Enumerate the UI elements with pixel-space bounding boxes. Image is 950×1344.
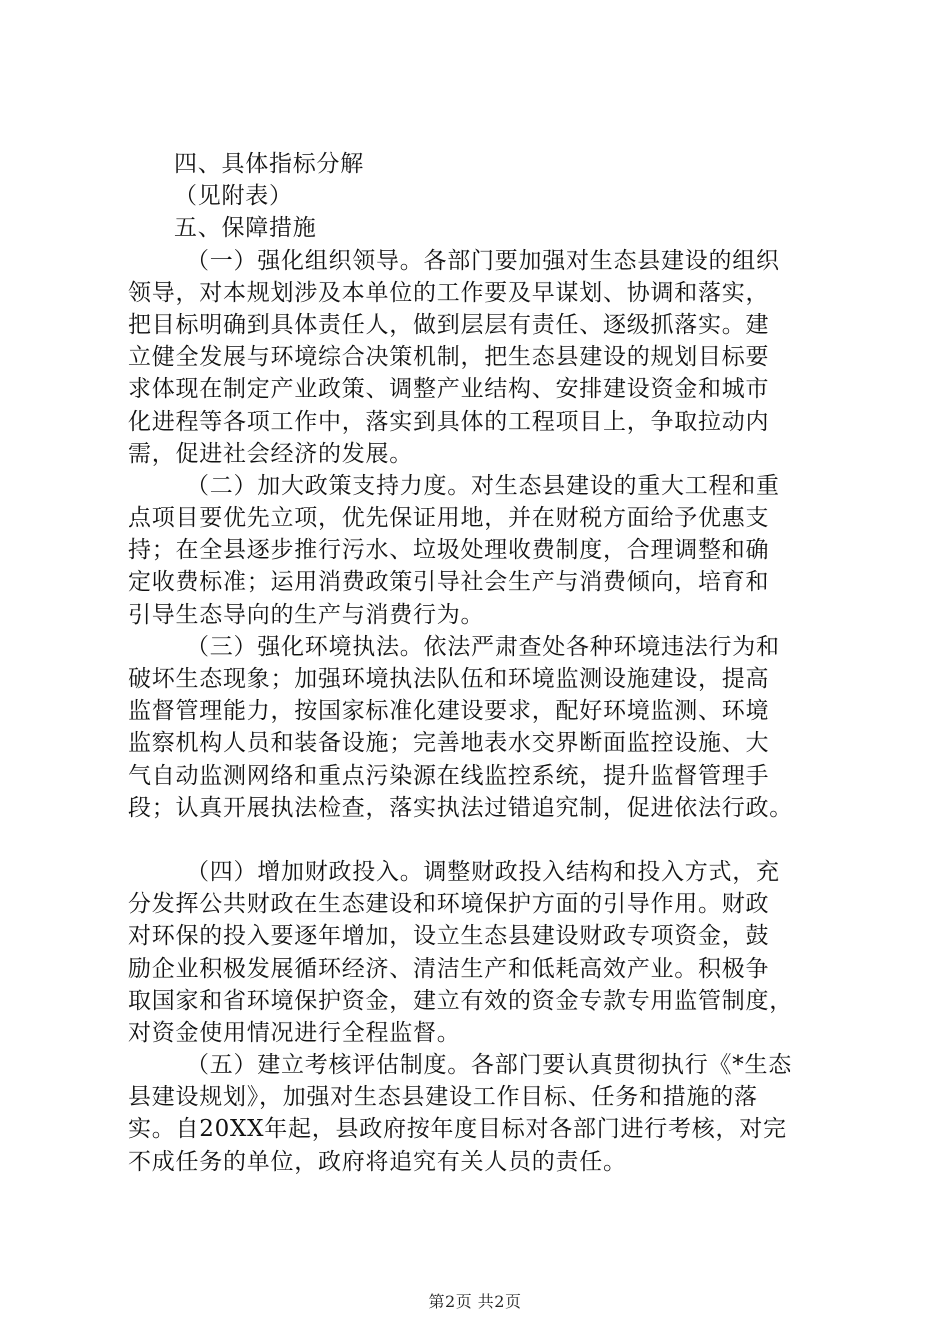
paragraph-line: 立健全发展与环境综合决策机制，把生态县建设的规划目标要 (128, 344, 770, 371)
paragraph-line: （三）强化环境执法。依法严肃查处各种环境违法行为和 (186, 633, 780, 660)
paragraph-line: （四）增加财政投入。调整财政投入结构和投入方式，充 (186, 858, 780, 885)
paragraph-line: 领导，对本规划涉及本单位的工作要及早谋划、协调和落实， (128, 279, 770, 306)
paragraph-line: （二）加大政策支持力度。对生态县建设的重大工程和重 (186, 472, 780, 499)
page-number-footer: 第2页 共2页 (428, 1292, 522, 1311)
paragraph-line: 破坏生态现象；加强环境执法队伍和环境监测设施建设，提高 (128, 666, 770, 692)
paragraph-line: 实。自20XX年起，县政府按年度目标对各部门进行考核，对完 (128, 1116, 787, 1143)
paragraph-line: 需，促进社会经济的发展。 (128, 440, 413, 467)
paragraph-line: 对环保的投入要逐年增加，设立生态县建设财政专项资金，鼓 (128, 923, 770, 950)
paragraph-line: 把目标明确到具体责任人，做到层层有责任、逐级抓落实。建 (128, 311, 770, 338)
paragraph-line: 持；在全县逐步推行污水、垃圾处理收费制度，合理调整和确 (128, 537, 770, 564)
paragraph-line: 求体现在制定产业政策、调整产业结构、安排建设资金和城市 (128, 376, 770, 403)
paragraph-line: （一）强化组织领导。各部门要加强对生态县建设的组织 (186, 247, 780, 274)
see-attached-table-note: （见附表） (174, 183, 293, 210)
paragraph-line: 定收费标准；运用消费政策引导社会生产与消费倾向，培育和 (128, 569, 770, 596)
paragraph-line: 引导生态导向的生产与消费行为。 (128, 601, 485, 628)
paragraph-line: （五）建立考核评估制度。各部门要认真贯彻执行《*生态 (186, 1052, 792, 1079)
paragraph-line: 对资金使用情况进行全程监督。 (128, 1019, 461, 1046)
section-heading-indicators: 四、具体指标分解 (174, 151, 364, 177)
paragraph-line: 县建设规划》，加强对生态县建设工作目标、任务和措施的落 (128, 1084, 758, 1111)
paragraph-line: 监察机构人员和装备设施；完善地表水交界断面监控设施、大 (128, 730, 770, 757)
paragraph-spacer (128, 824, 830, 856)
document-body (128, 148, 830, 1178)
paragraph-line: 励企业积极发展循环经济、清洁生产和低耗高效产业。积极争 (128, 955, 770, 982)
paragraph-line: 取国家和省环境保护资金，建立有效的资金专款专用监管制度， (128, 987, 793, 1014)
paragraph-line: 化进程等各项工作中，落实到具体的工程项目上，争取拉动内 (128, 408, 770, 435)
paragraph-line: 点项目要优先立项，优先保证用地，并在财税方面给予优惠支 (128, 505, 770, 532)
paragraph-line: 段；认真开展执法检查，落实执法过错追究制，促进依法行政。 (128, 794, 793, 821)
paragraph-line: 气自动监测网络和重点污染源在线监控系统，提升监督管理手 (128, 762, 770, 789)
section-heading-safeguards: 五、保障措施 (174, 215, 317, 242)
paragraph-line: 监督管理能力，按国家标准化建设要求，配好环境监测、环境 (128, 698, 770, 725)
paragraph-line: 分发挥公共财政在生态建设和环境保护方面的引导作用。财政 (128, 891, 770, 918)
paragraph-line: 不成任务的单位，政府将追究有关人员的责任。 (128, 1148, 627, 1175)
